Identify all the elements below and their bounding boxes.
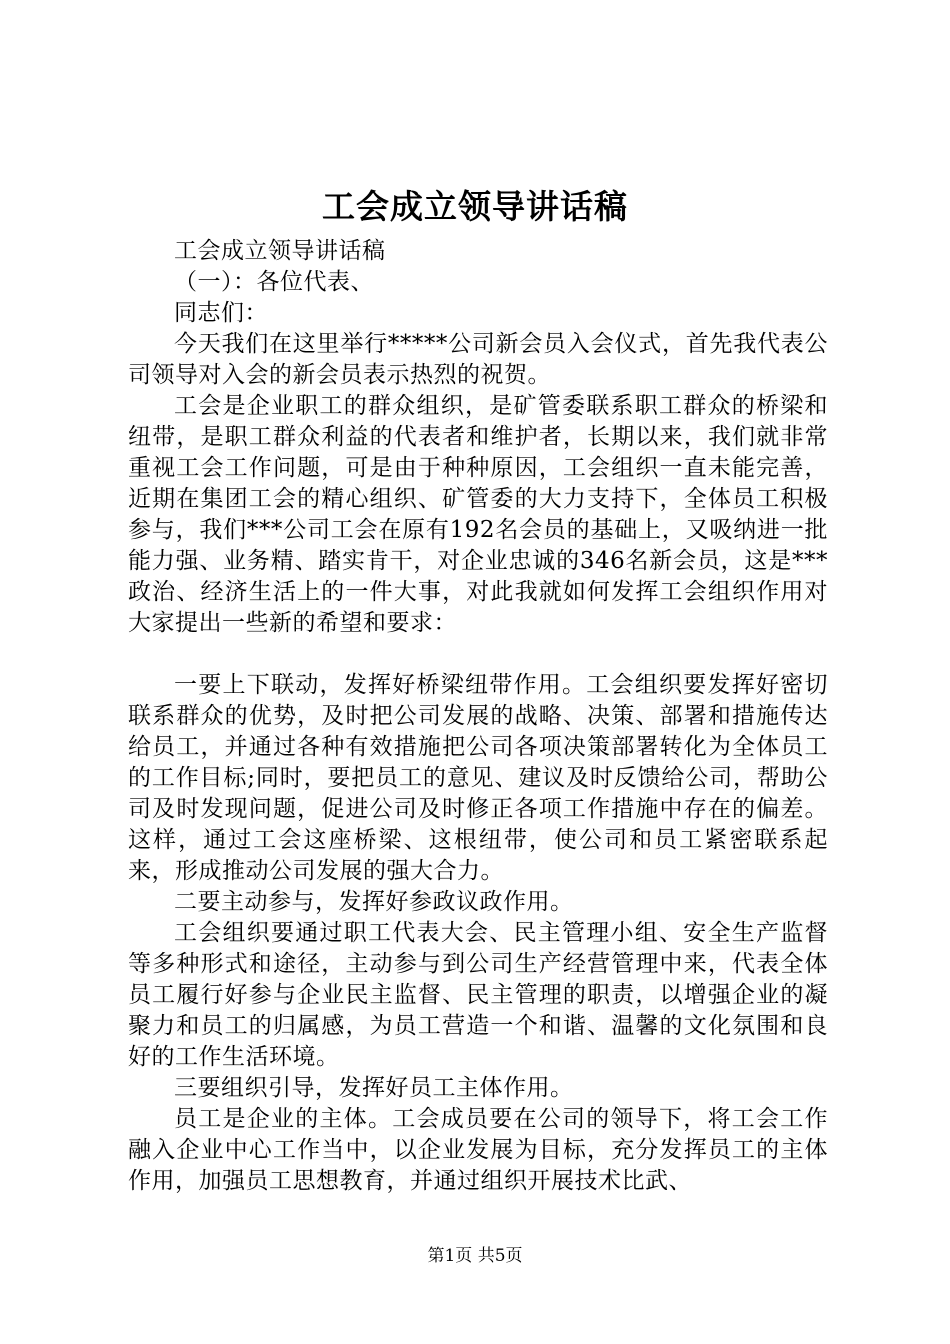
document-body — [128, 236, 828, 1197]
paragraph-opening: 今天我们在这里举行*****公司新会员入会仪式，首先我代表公司领导对入会的新会员表示热烈的祝贺。 — [128, 331, 828, 388]
document-title: 工会成立领导讲话稿 — [322, 187, 628, 226]
paragraph-point-two-body: 工会组织要通过职工代表大会、民主管理小组、安全生产监督等多种形式和途径，主动参与到公司生产经营管理中来，代表全体员工履行好参与企业民主监督、民主管理的职责，以增强企业的凝聚力和员工的归属感，为员工营造一个和谐、温馨的文化氛围和良好的工作生活环境。 — [128, 920, 828, 1070]
page-number-footer: 第1页 共5页 — [427, 1246, 523, 1266]
paragraph-point-one: 一要上下联动，发挥好桥梁纽带作用。工会组织要发挥好密切联系群众的优势，及时把公司发展的战略、决策、部署和措施传达给员工，并通过各种有效措施把公司各项决策部署转化为全体员工的工作目标;同时，要把员工的意见、建议及时反馈给公司，帮助公司及时发现问题，促进公司及时修正各项工作措施中存在的偏差。这样，通过工会这座桥梁、这根纽带，使公司和员工紧密联系起来，形成推动公司发展的强大合力。 — [128, 672, 828, 884]
paragraph-point-two-heading: 二要主动参与，发挥好参政议政作用。 — [174, 889, 574, 915]
paragraph-union-role: 工会是企业职工的群众组织，是矿管委联系职工群众的桥梁和纽带，是职工群众利益的代表者和维护者，长期以来，我们就非常重视工会工作问题，可是由于种种原因，工会组织一直未能完善，近期在集团工会的精心组织、矿管委的大力支持下，全体员工积极参与，我们***公司工会在原有192名会员的基础上，又吸纳进一批能力强、业务精、踏实肯干，对企业忠诚的346名新会员，这是***政治、经济生活上的一件大事，对此我就如何发挥工会组织作用对大家提出一些新的希望和要求： — [128, 393, 828, 636]
paragraph-section-heading: （一）：各位代表、 — [174, 269, 374, 295]
paragraph-subtitle: 工会成立领导讲话稿 — [174, 238, 386, 264]
paragraph-point-three-heading: 三要组织引导，发挥好员工主体作用。 — [174, 1075, 574, 1101]
paragraph-salutation: 同志们： — [174, 300, 268, 326]
paragraph-point-three-body: 员工是企业的主体。工会成员要在公司的领导下，将工会工作融入企业中心工作当中，以企业发展为目标，充分发挥员工的主体作用，加强员工思想教育，并通过组织开展技术比武、 — [128, 1106, 828, 1194]
